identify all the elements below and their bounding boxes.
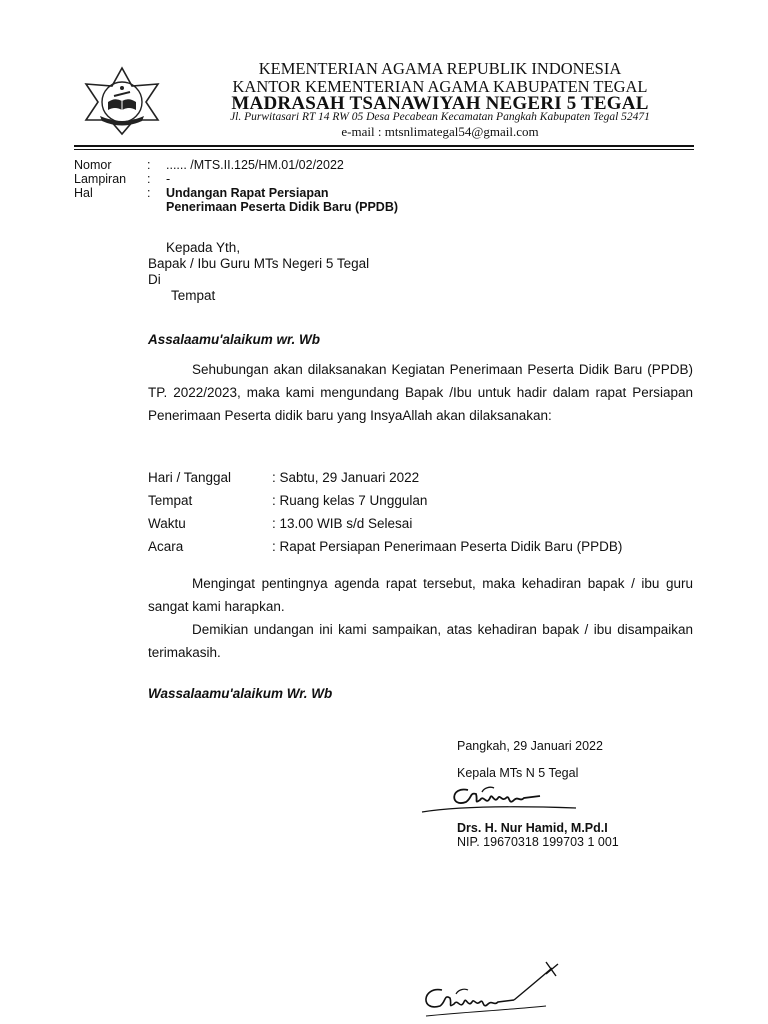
letterhead-address: Jl. Purwitasari RT 14 RW 05 Desa Pecabean Kecamatan Pangkah Kabupaten Tegal 52471 xyxy=(230,111,650,123)
recipient-di: Di xyxy=(148,272,161,287)
lampiran-label: Lampiran xyxy=(74,172,127,186)
lampiran-value: - xyxy=(166,172,171,186)
closing-greeting: Wassalaamu'alaikum Wr. Wb xyxy=(148,686,333,701)
handwritten-signature xyxy=(420,780,580,820)
letterhead-divider-thick xyxy=(74,145,694,147)
body-paragraph-1: Sehubungan akan dilaksanakan Kegiatan Penerimaan Peserta Didik Baru (PPDB) TP. 2022/2023, maka kami mengundang Bapak /Ibu untuk hadir dalam rapat Persiapan Penerimaan Peserta didik baru yang InsyaAllah akan dilaksanakan: xyxy=(148,362,693,423)
letterhead-ministry: KEMENTERIAN AGAMA REPUBLIK INDONESIA xyxy=(258,59,622,78)
letterhead-school: MADRASAH TSANAWIYAH NEGERI 5 TEGAL xyxy=(231,93,649,114)
detail-time-label: Waktu xyxy=(148,516,186,531)
ministry-emblem-logo xyxy=(78,66,166,136)
recipient-name: Bapak / Ibu Guru MTs Negeri 5 Tegal xyxy=(148,256,370,271)
signatory-nip: NIP. 19670318 199703 1 001 xyxy=(457,835,619,849)
recipient-salutation: Kepada Yth, xyxy=(166,240,241,255)
detail-place-label: Tempat xyxy=(148,493,193,508)
nomor-value: ...... /MTS.II.125/HM.01/02/2022 xyxy=(166,158,344,172)
body-paragraph-2: Mengingat pentingnya agenda rapat tersebut, maka kehadiran bapak / ibu guru sangat kami harapkan. xyxy=(148,576,693,614)
signatory-name: Drs. H. Nur Hamid, M.Pd.I xyxy=(457,821,608,835)
nomor-label: Nomor xyxy=(74,158,112,172)
hal-value-line2: Penerimaan Peserta Didik Baru (PPDB) xyxy=(166,200,399,214)
detail-agenda-label: Acara xyxy=(148,539,184,554)
detail-agenda-value: : Rapat Persiapan Penerimaan Peserta Didik Baru (PPDB) xyxy=(272,539,623,554)
hal-value-line1: Undangan Rapat Persiapan xyxy=(166,186,329,200)
greeting: Assalaamu'alaikum wr. Wb xyxy=(148,332,321,347)
detail-place-value: : Ruang kelas 7 Unggulan xyxy=(272,493,428,508)
initial-signature xyxy=(406,960,566,1020)
signature-place-date: Pangkah, 29 Januari 2022 xyxy=(457,739,603,753)
hal-label: Hal xyxy=(74,186,93,200)
lampiran-colon: : xyxy=(147,172,151,186)
body-paragraph-3: Demikian undangan ini kami sampaikan, atas kehadiran bapak / ibu disampaikan terimakasih. xyxy=(148,622,693,660)
hal-colon: : xyxy=(147,186,151,200)
nomor-colon: : xyxy=(147,158,151,172)
letterhead-email: e-mail : mtsnlimategal54@gmail.com xyxy=(341,124,539,139)
detail-date-label: Hari / Tanggal xyxy=(148,470,232,485)
letterhead-divider-thin xyxy=(74,149,694,150)
detail-time-value: : 13.00 WIB s/d Selesai xyxy=(272,516,413,531)
letterhead-office: KANTOR KEMENTERIAN AGAMA KABUPATEN TEGAL xyxy=(232,77,648,96)
detail-date-value: : Sabtu, 29 Januari 2022 xyxy=(272,470,420,485)
recipient-place: Tempat xyxy=(171,288,216,303)
signature-position: Kepala MTs N 5 Tegal xyxy=(457,766,579,780)
